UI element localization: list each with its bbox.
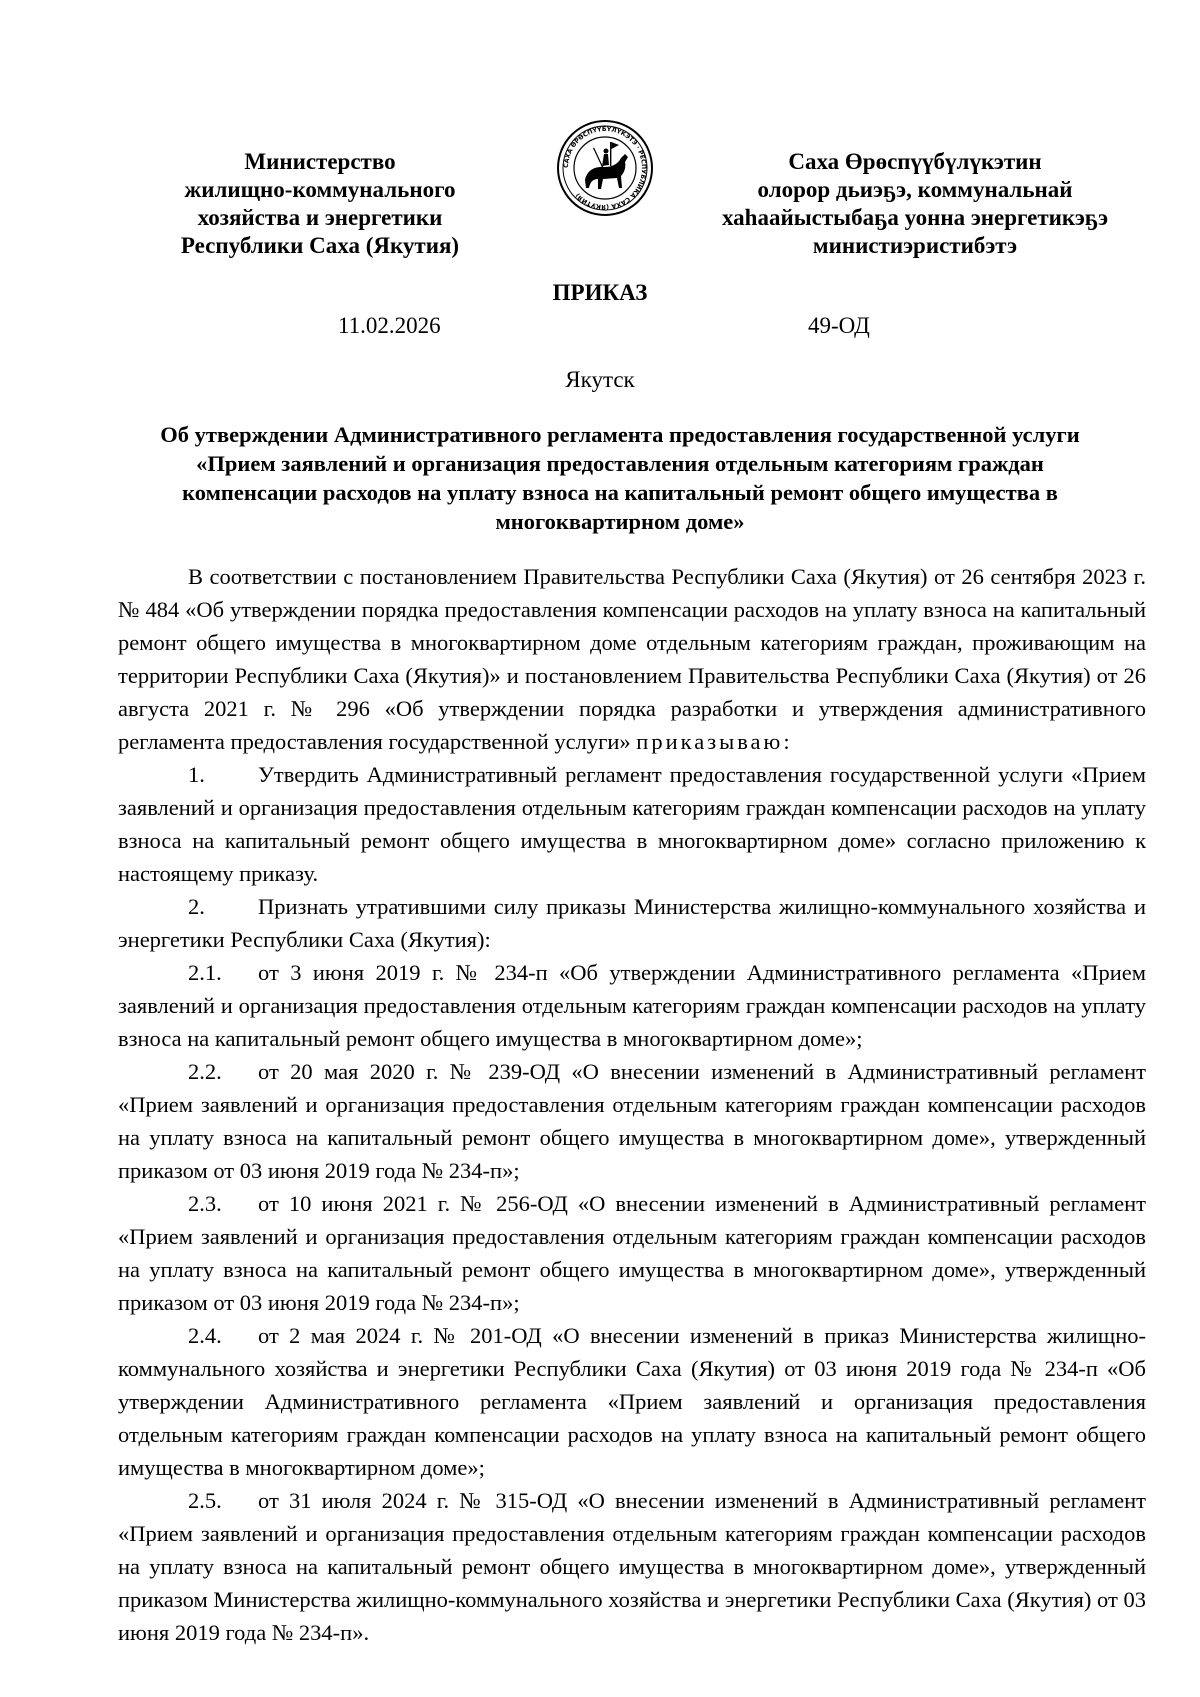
intro-paragraph xyxy=(118,560,1146,758)
order-item-2 xyxy=(118,890,1146,956)
ministry-ru-line: жилищно-коммунального xyxy=(184,177,456,202)
item-text: от 3 июня 2019 г. № 234-п «Об утверждении Административного регламента «Прием заявлений и организация предоставления отдельным категориям граждан компенсации расходов на уплату взноса на капитальный ремонт общего имущества в многоквартирном доме»; xyxy=(118,960,1146,1051)
order-city: Якутск xyxy=(565,367,635,392)
item-number: 2.4. xyxy=(188,1323,222,1348)
order-date: 11.02.2026 xyxy=(338,313,441,338)
item-number: 2.1. xyxy=(188,960,222,985)
ministry-ru-line: Министерство xyxy=(244,149,396,174)
item-number: 2.3. xyxy=(188,1191,222,1216)
item-number: 2. xyxy=(188,894,205,919)
order-body xyxy=(118,560,1146,1649)
item-text: от 20 мая 2020 г. № 239-ОД «О внесении изменений в Административный регламент «Прием заявлений и организация предоставления отдельным категориям граждан компенсации расходов на уплату взноса на капитальный ремонт общего имущества в многоквартирном доме», утвержденный приказом от 03 июня 2019 года № 234-п»; xyxy=(118,1059,1146,1183)
order-title: ПРИКАЗ xyxy=(552,280,648,305)
order-subject-heading xyxy=(120,420,1120,536)
order-item-2-2 xyxy=(118,1055,1146,1187)
subject-line: компенсации расходов на уплату взноса на капитальный ремонт общего имущества в xyxy=(182,480,1058,505)
item-text: от 2 мая 2024 г. № 201-ОД «О внесении изменений в приказ Министерства жилищно-коммунального хозяйства и энергетики Республики Саха (Якутия) от 03 июня 2019 года № 234-п «Об утверждении Административного регламента «Прием заявлений и организация предоставления отдельным категориям граждан компенсации расходов на уплату взноса на капитальный ремонт общего имущества в многоквартирном доме»; xyxy=(118,1323,1146,1480)
order-item-1 xyxy=(118,758,1146,890)
subject-line: «Прием заявлений и организация предоставления отдельным категориям граждан xyxy=(196,451,1044,476)
order-item-2-5 xyxy=(118,1484,1146,1649)
ministry-sakha-line: хаһаайыстыбаҕа уонна энергетикэҕэ xyxy=(721,205,1109,230)
item-number: 2.5. xyxy=(188,1488,222,1513)
order-number: 49-ОД xyxy=(808,313,870,338)
ministry-sakha-line: министиэристибэтэ xyxy=(812,233,1018,258)
ministry-ru-line: Республики Саха (Якутия) xyxy=(180,233,460,258)
ministry-ru-line: хозяйства и энергетики xyxy=(197,205,443,230)
ministry-name-yakut xyxy=(680,148,1150,260)
item-number: 1. xyxy=(188,762,205,787)
item-number: 2.2. xyxy=(188,1059,222,1084)
republic-emblem-icon xyxy=(555,118,655,218)
emblem-rider-figure xyxy=(585,142,628,189)
ministry-name-russian xyxy=(120,148,520,260)
item-text: Утвердить Административный регламент предоставления государственной услуги «Прием заявлений и организация предоставления отдельным категориям граждан компенсации расходов на уплату взноса на капитальный ремонт общего имущества в многоквартирном доме» согласно приложению к настоящему приказу. xyxy=(118,762,1146,886)
item-text: от 10 июня 2021 г. № 256-ОД «О внесении изменений в Административный регламент «Прием заявлений и организация предоставления отдельным категориям граждан компенсации расходов на уплату взноса на капитальный ремонт общего имущества в многоквартирном доме», утвержденный приказом от 03 июня 2019 года № 234-п»; xyxy=(118,1191,1146,1315)
ministry-sakha-line: олорор дьиэҕэ, коммунальнай xyxy=(757,177,1073,202)
order-item-2-1 xyxy=(118,956,1146,1055)
subject-line: Об утверждении Административного регламента предоставления государственной услуги xyxy=(160,422,1080,447)
item-text: Признать утратившими силу приказы Министерства жилищно-коммунального хозяйства и энергетики Республики Саха (Якутия): xyxy=(118,894,1146,952)
subject-line: многоквартирном доме» xyxy=(495,509,745,534)
emblem-ring-text: САХА ӨРӨСПҮҮБҮЛҮКЭТЭ · РЕСПУБЛИКА САХА (ЯКУТИЯ) xyxy=(562,125,648,211)
intro-verb: приказываю: xyxy=(636,729,793,754)
intro-text: В соответствии с постановлением Правительства Республики Саха (Якутия) от 26 сентября 2023 г. № 484 «Об утверждении порядка предоставления компенсации расходов на уплату взноса на капитальный ремонт общего имущества в многоквартирном доме отдельным категориям граждан, проживающим на территории Республики Саха (Якутия)» и постановлением Правительства Республики Саха (Якутия) от 26 августа 2021 г. № 296 «Об утверждении порядка разработки и утверждения административного регламента предоставления государственной услуги» xyxy=(118,564,1146,754)
order-item-2-3 xyxy=(118,1187,1146,1319)
item-text: от 31 июля 2024 г. № 315-ОД «О внесении изменений в Административный регламент «Прием заявлений и организация предоставления отдельным категориям граждан компенсации расходов на уплату взноса на капитальный ремонт общего имущества в многоквартирном доме», утвержденный приказом Министерства жилищно-коммунального хозяйства и энергетики Республики Саха (Якутия) от 03 июня 2019 года № 234-п». xyxy=(118,1488,1146,1645)
order-item-2-4 xyxy=(118,1319,1146,1484)
ministry-sakha-line: Саха Өрөспүүбүлүкэтин xyxy=(788,149,1042,174)
